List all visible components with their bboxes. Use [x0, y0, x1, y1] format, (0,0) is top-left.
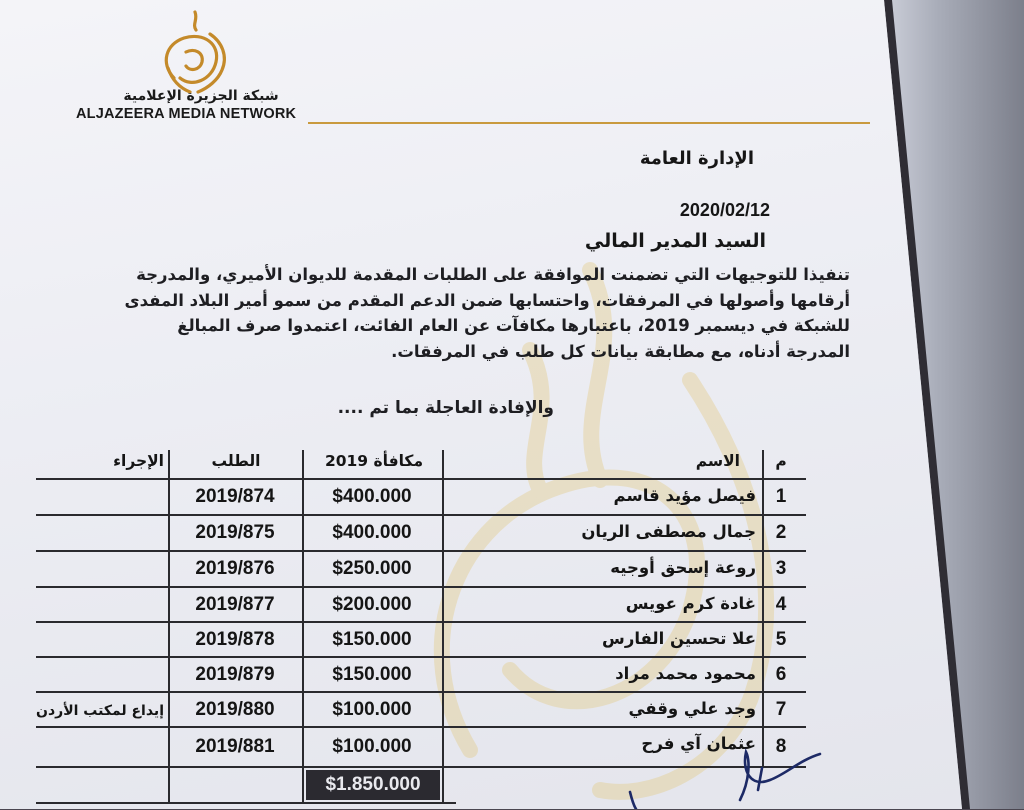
row-action: إيداع لمكتب الأردن	[36, 703, 164, 719]
row-name: جمال مصطفى الريان	[581, 522, 756, 541]
row-request: 2019/879	[195, 664, 275, 685]
table-row-rule	[36, 691, 806, 693]
table-column-rule	[442, 450, 444, 802]
row-reward: $100.000	[332, 699, 412, 720]
letter-date: 2020/02/12	[679, 200, 770, 220]
table-column-rule	[762, 450, 764, 766]
row-reward: $200.000	[332, 594, 412, 615]
row-name: فيصل مؤيد قاسم	[613, 486, 756, 505]
body-line: تنفيذا للتوجيهات التي تضمنت الموافقة على الطلبات المقدمة للديوان الأميري، والمدرجة	[136, 265, 850, 284]
row-reward: $100.000	[332, 736, 412, 757]
row-name: روعة إسحق أوجيه	[610, 558, 756, 577]
body-line: أرقامها وأصولها في المرفقات، واحتسابها ضمن الدعم المقدم من سمو أمير البلاد المفدى	[124, 290, 850, 310]
header-reward: مكافأة 2019	[324, 452, 424, 470]
row-index: 2	[775, 522, 787, 543]
table-row-rule	[36, 621, 806, 623]
row-name: علا تحسين الفارس	[602, 629, 756, 648]
row-request: 2019/875	[195, 522, 275, 543]
row-index: 6	[775, 664, 787, 685]
table-total-rule	[36, 802, 456, 804]
row-request: 2019/876	[195, 558, 275, 579]
row-reward: $400.000	[332, 522, 412, 543]
row-index: 3	[775, 558, 787, 579]
table-row-rule	[36, 726, 806, 728]
salutation: السيد المدير المالي	[584, 230, 766, 252]
header-rule	[308, 122, 870, 124]
row-reward: $400.000	[332, 486, 412, 507]
row-index: 8	[775, 736, 787, 757]
signature-icon	[600, 740, 830, 809]
total-amount: $1.850.000	[306, 770, 440, 800]
body-line: المدرجة أدناه، مع مطابقة بيانات كل طلب في المرفقات.	[391, 341, 850, 361]
brand-name-arabic: شبكة الجزيرة الإعلامية	[123, 88, 279, 104]
table-row-rule	[36, 550, 806, 552]
row-name: عثمان آي فرح	[641, 734, 756, 753]
row-index: 5	[775, 629, 787, 650]
letter-body	[66, 262, 850, 364]
table-column-rule	[302, 450, 304, 802]
department-title: الإدارة العامة	[639, 148, 754, 169]
row-request: 2019/880	[195, 699, 275, 720]
row-index: 7	[775, 699, 787, 720]
row-name: غادة كرم عويس	[625, 594, 756, 613]
header-name: الاسم	[695, 452, 740, 470]
header-action: الإجراء	[113, 452, 164, 470]
row-request: 2019/878	[195, 629, 275, 650]
row-name: وجد علي وقفي	[628, 699, 756, 718]
aljazeera-logo-icon	[150, 8, 240, 98]
body-line: للشبكة في ديسمبر 2019، باعتبارها مكافآت عن العام الفائت، اعتمدوا صرف المبالغ	[177, 316, 850, 335]
header-index: م	[775, 452, 787, 470]
brand-name-english: ALJAZEERA MEDIA NETWORK	[76, 106, 297, 122]
row-name: محمود محمد مراد	[615, 664, 756, 683]
row-index: 1	[775, 486, 787, 507]
row-request: 2019/874	[195, 486, 275, 507]
row-request: 2019/877	[195, 594, 275, 615]
row-reward: $250.000	[332, 558, 412, 579]
closing-line: والإفادة العاجلة بما تم ....	[337, 398, 554, 418]
row-reward: $150.000	[332, 629, 412, 650]
table-row-rule	[36, 656, 806, 658]
row-reward: $150.000	[332, 664, 412, 685]
table-column-rule	[168, 450, 170, 802]
row-request: 2019/881	[195, 736, 275, 757]
table-row-rule	[36, 514, 806, 516]
header-request: الطلب	[211, 452, 261, 470]
row-index: 4	[775, 594, 787, 615]
table-row-rule	[36, 586, 806, 588]
table-header-rule	[36, 478, 806, 480]
